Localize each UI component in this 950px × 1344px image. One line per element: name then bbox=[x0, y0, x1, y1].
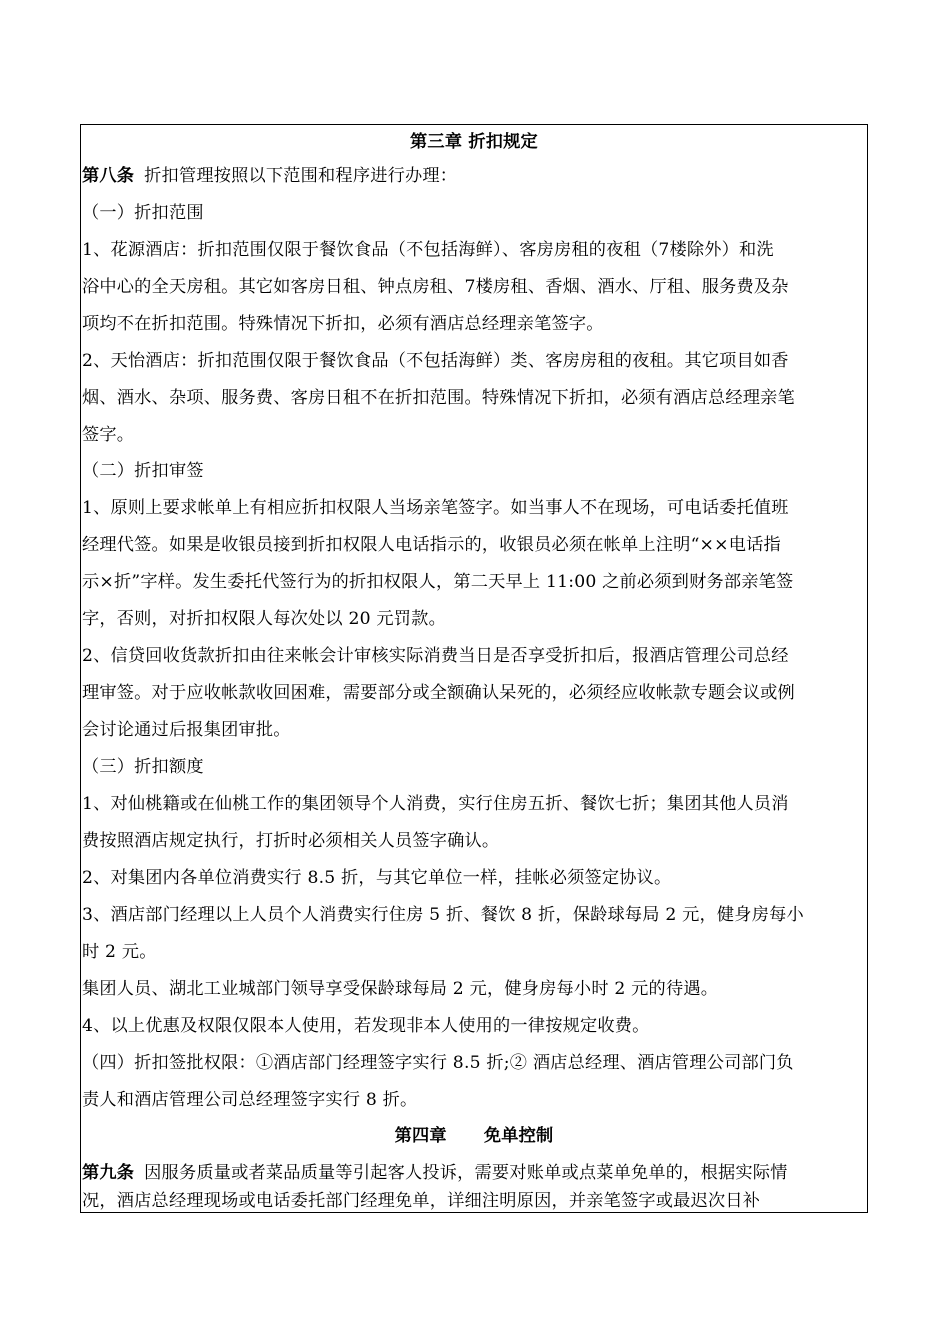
sec3-p1-line-1: 1、对仙桃籍或在仙桃工作的集团领导个人消费，实行住房五折、餐饮七折；集团其他人员消 bbox=[82, 794, 789, 814]
sec3-p1-line-2: 费按照酒店规定执行，打折时必须相关人员签字确认。 bbox=[82, 831, 500, 851]
sec4-line-1: （四）折扣签批权限：①酒店部门经理签字实行 8.5 折;② 酒店总经理、酒店管理公司部门负 bbox=[82, 1053, 794, 1073]
sec1-p1-line-2: 浴中心的全天房租。其它如客房日租、钟点房租、7楼房租、香烟、酒水、厅租、服务费及杂 bbox=[82, 277, 789, 297]
sec2-p1-line-4: 字，否则，对折扣权限人每次处以 20 元罚款。 bbox=[82, 609, 446, 629]
sec1-p2-line-3: 签字。 bbox=[82, 425, 135, 445]
sec2-p2-line-1: 2、信贷回收货款折扣由往来帐会计审核实际消费当日是否享受折扣后，报酒店管理公司总经 bbox=[82, 646, 789, 666]
sec2-p2-line-3: 会讨论通过后报集团审批。 bbox=[82, 720, 291, 740]
sec3-p2: 2、对集团内各单位消费实行 8.5 折，与其它单位一样，挂帐必须签定协议。 bbox=[82, 868, 672, 888]
sec2-p1-line-1: 1、原则上要求帐单上有相应折扣权限人当场亲笔签字。如当事人不在现场，可电话委托值班 bbox=[82, 498, 789, 518]
chapter-4-title: 第四章 免单控制 bbox=[394, 1126, 554, 1146]
article-9-line-2: 况，酒店总经理现场或电话委托部门经理免单，详细注明原因，并亲笔签字或最迟次日补 bbox=[82, 1191, 761, 1211]
sec3-p4: 集团人员、湖北工业城部门领导享受保龄球每局 2 元，健身房每小时 2 元的待遇。 bbox=[82, 979, 719, 999]
sec2-p1-line-2: 经理代签。如果是收银员接到折扣权限人电话指示的，收银员必须在帐单上注明“××电话指 bbox=[82, 535, 781, 555]
section-1-title: （一）折扣范围 bbox=[82, 203, 204, 223]
sec3-p3-line-2: 时 2 元。 bbox=[82, 942, 157, 962]
sec1-p2-line-2: 烟、酒水、杂项、服务费、客房日租不在折扣范围。特殊情况下折扣，必须有酒店总经理亲笔 bbox=[82, 388, 795, 408]
article-9-label: 第九条 bbox=[82, 1163, 135, 1183]
sec2-p2-line-2: 理审签。对于应收帐款收回困难，需要部分或全额确认呆死的，必须经应收帐款专题会议或例 bbox=[82, 683, 795, 703]
sec1-p2-line-1: 2、天怡酒店：折扣范围仅限于餐饮食品（不包括海鲜）类、客房房租的夜租。其它项目如香 bbox=[82, 351, 789, 371]
article-8-label: 第八条 bbox=[82, 166, 135, 186]
article-9-text-1: 因服务质量或者菜品质量等引起客人投诉，需要对账单或点菜单免单的，根据实际情 bbox=[144, 1163, 788, 1183]
section-3-title: （三）折扣额度 bbox=[82, 757, 204, 777]
sec1-p1-line-3: 项均不在折扣范围。特殊情况下折扣，必须有酒店总经理亲笔签字。 bbox=[82, 314, 604, 334]
chapter-3-title: 第三章 折扣规定 bbox=[410, 132, 538, 152]
sec4-line-2: 责人和酒店管理公司总经理签字实行 8 折。 bbox=[82, 1090, 418, 1110]
article-8 bbox=[82, 161, 868, 191]
section-2-title: （二）折扣审签 bbox=[82, 461, 204, 481]
article-9-line-1 bbox=[82, 1158, 868, 1188]
article-8-text: 折扣管理按照以下范围和程序进行办理： bbox=[144, 166, 458, 186]
sec2-p1-line-3: 示×折”字样。发生委托代签行为的折扣权限人，第二天早上 11:00 之前必须到财务部亲笔签 bbox=[82, 572, 794, 592]
sec3-p3-line-1: 3、酒店部门经理以上人员个人消费实行住房 5 折、餐饮 8 折，保龄球每局 2 元，健身房每小 bbox=[82, 905, 804, 925]
sec1-p1-line-1: 1、花源酒店：折扣范围仅限于餐饮食品（不包括海鲜）、客房房租的夜租（7楼除外）和洗 bbox=[82, 240, 774, 260]
sec3-p5: 4、以上优惠及权限仅限本人使用，若发现非本人使用的一律按规定收费。 bbox=[82, 1016, 650, 1036]
